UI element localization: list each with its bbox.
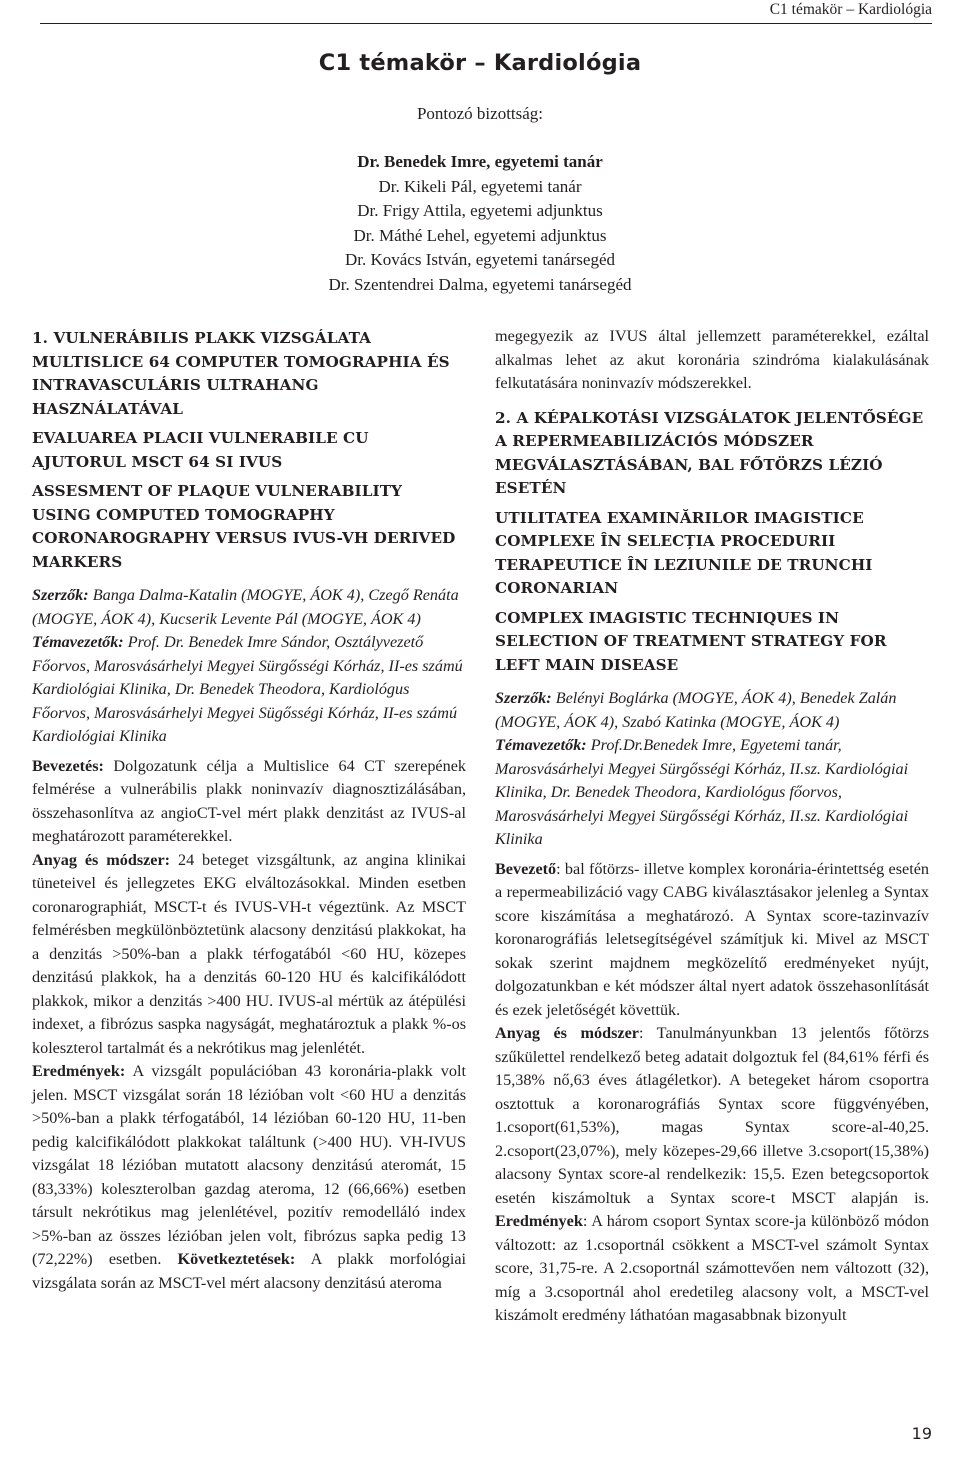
authors-text: Belényi Boglárka (MOGYE, ÁOK 4), Benedek Zalán (MOGYE, ÁOK 4), Szabó Katinka (MOGYE, ÁOK 4) xyxy=(495,689,897,731)
intro-text: : bal főtörzs- illetve komplex koronária-érintettség esetén a repermeabilizáció vagy CABG kiválasztásakor jelenleg a Syntax score kiszámítása a meghatározó. A Syntax score-tazinvazív koronarográfiás leletsegítségével számítjuk ki. Mivel az MSCT sokak szerint majdnem megközelítő eredményeket nyújt, dolgozatunkban e két módszer által nyert adatok összehasonlítását és ezek jeletőségét követtük. xyxy=(495,859,929,1019)
abstract2-intro xyxy=(495,858,929,1023)
conclusion-label: Következtetések: xyxy=(177,1250,296,1268)
abstract2-body xyxy=(495,858,929,1328)
authors-label: Szerzők: xyxy=(495,689,552,707)
abstract1-authors xyxy=(32,584,466,749)
abstract2-title-en: COMPLEX IMAGISTIC TECHNIQUES IN SELECTION OF TREATMENT STRATEGY FOR LEFT MAIN DISEASE xyxy=(495,608,887,674)
authors-text: Banga Dalma-Katalin (MOGYE, ÁOK 4), Czegő Renáta (MOGYE, ÁOK 4), Kucserik Levente Pál (MOGYE, ÁOK 4) xyxy=(32,586,459,628)
abstract1-methods xyxy=(32,849,466,1061)
methods-text: : Tanulmányunkban 13 jelentős főtörzs szűkülettel rendelkező beteg adatait dolgoztuk fel (84,61% férfi és 15,38% nő,63 éves átlagéletkor). A betegeket három csoportra osztottuk a koronarográfiás Syntax score függvényében, 1.csoport(61,53%), magas Syntax score-al-40,25. 2.csoport(23,07%), mely közepes-29,66 illetve 3.csoport(15,38%) alacsony Syntax score-al rendelkezik: 15,5. Ezen betegcsoportok esetén kiszámoltuk a Syntax score-t MSCT alapján is. xyxy=(495,1024,929,1207)
intro-label: Bevezetés: xyxy=(32,756,104,775)
supervisors-text: Prof. Dr. Benedek Imre Sándor, Osztályvezető Főorvos, Marosvásárhelyi Megyei Sürgősségi Kórház, II-es számú Kardiológiai Klinika, Dr. Benedek Theodora, Kardiológus Főorvos, Marosvásárhelyi Megyei Sügősségi Kórház, II-es számú Kardiológiai Klinika xyxy=(32,633,463,745)
authors-label: Szerzők: xyxy=(32,586,89,604)
abstract1-title-hu: 1. VULNERÁBILIS PLAKK VIZSGÁLATA MULTISLICE 64 COMPUTER TOMOGRAPHIA ÉS INTRAVASCULÁRIS ULTRAHANG HASZNÁLATÁVAL xyxy=(32,329,450,418)
page-number: 19 xyxy=(911,1424,932,1443)
abstract1-title-en: ASSESMENT OF PLAQUE VULNERABILITY USING COMPUTED TOMOGRAPHY CORONAROGRAPHY VERSUS IVUS-VH DERIVED MARKERS xyxy=(32,482,456,571)
intro-label: Bevezető xyxy=(495,859,557,878)
abstract1-body xyxy=(32,755,466,1296)
intro-text: Dolgozatunk célja a Multislice 64 CT szerepének felmérése a vulnerábilis plakk noninvazív diagnosztizálásában, összehasonlítva az angioCT-vel mért plakk denzitást az IVUS-al meghatározott paraméterekkel. xyxy=(32,756,466,845)
abstract1-intro xyxy=(32,755,466,849)
abstract2-title-hu: 2. A KÉPALKOTÁSI VIZSGÁLATOK JELENTŐSÉGE A REPERMEABILIZÁCIÓS MÓDSZER MEGVÁLASZTÁSÁBAN, BAL FŐTÖRZS LÉZIÓ ESETÉN xyxy=(495,408,924,497)
abstract2-methods xyxy=(495,1022,929,1328)
committee-member: Dr. Benedek Imre, egyetemi tanár xyxy=(357,152,603,171)
supervisors-label: Témavezetők: xyxy=(495,736,587,754)
committee-member: Dr. Frigy Attila, egyetemi adjunktus xyxy=(357,201,603,221)
committee-label: Pontozó bizottság: xyxy=(416,104,544,123)
abstract1-title-ro: EVALUAREA PLACII VULNERABILE CU AJUTORUL MSCT 64 SI IVUS xyxy=(32,429,369,471)
left-column xyxy=(32,327,466,1295)
conclusion-text: A plakk morfológiai vizsgálata során az MSCT-vel mért alacsony denzitású ateroma xyxy=(32,1250,467,1292)
committee-member: Dr. Máthé Lehel, egyetemi adjunktus xyxy=(353,225,607,245)
supervisors-text: Prof.Dr.Benedek Imre, Egyetemi tanár, Marosvásárhelyi Megyei Sürgősségi Kórház, II.sz. Kardiológiai Klinika, Dr. Benedek Theodora, Kardiológus főorvos, Marosvásárhelyi Megyei Sürgősségi Kórház, II.sz. Kardiológiai Klinika xyxy=(495,736,909,848)
committee-members xyxy=(0,150,960,298)
results-text: : A három csoport Syntax score-ja különböző módon változott: az 1.csoportnál csökkent a MSCT-vel számolt Syntax score, 31,75-re. A 2.csoportnál számottevően nem változott (32), míg a 3.csoportnál ahol eredetileg alacsony volt, a MSCT-vel kiszámolt eredmény láthatóan magasabbnak bizonyult xyxy=(495,1212,929,1324)
results-label: Eredmények: xyxy=(32,1062,126,1080)
methods-label: Anyag és módszer xyxy=(495,1024,639,1042)
results-label: Eredmények xyxy=(495,1212,583,1230)
running-head: C1 témakör – Kardiológia xyxy=(40,0,932,24)
abstract1-continued xyxy=(495,325,929,396)
methods-text: 24 beteget vizsgáltunk, az angina klinikai tüneteivel és jellegzetes EKG elváltozásokkal. Minden esetben coronarographiát, MSCT-t és IVUS-VH-t végeztünk. Az MSCT felmérésben megkülönböztetünk alacsony denzitású plakkokat, ha a denzitás >50%-ban a plakk térfogatából <60 HU, közepes denzitású plakkok, ha a denzitás 60-120 HU és kalcifikálódott plakkok, mikor a denzitás >400 HU. IVUS-al mértük az átépülési indexet, a fibrózus saspka nagyságát, meghatároztuk a plakk %-os koleszterol tartalmát és a nekrótikus mag jelenlétét. xyxy=(32,850,466,1057)
abstract2-title-ro: UTILITATEA EXAMINĂRILOR IMAGISTICE COMPLEXE ÎN SELECȚIA PROCEDURII TERAPEUTICE ÎN LEZIUNILE DE TRUNCHI CORONARIAN xyxy=(495,508,873,597)
methods-label: Anyag és módszer: xyxy=(32,850,171,869)
abstract2-authors xyxy=(495,687,929,852)
abstract1-conclusion-continued: megegyezik az IVUS által jellemzett paraméterekkel, ezáltal alkalmas lehet az akut koronária szindróma kialakulásának felkutatására noninvazív módszerekkel. xyxy=(495,327,929,392)
committee-member: Dr. Szentendrei Dalma, egyetemi tanársegéd xyxy=(328,274,632,294)
committee-member: Dr. Kovács István, egyetemi tanársegéd xyxy=(344,250,616,270)
supervisors-label: Témavezetők: xyxy=(32,633,124,651)
right-column xyxy=(495,325,929,1328)
results-text: A vizsgált populációban 43 koronária-plakk volt jelen. MSCT vizsgálat során 18 lézióban volt <60 HU a denzitás >50%-ban a plakk térfogatából, 14 lézióban 60-120 HU, 11-ben pedig kalcifikálódott plakkokat találtunk (>400 HU). VH-IVUS vizsgálat 18 lézióban mutatott alacsony denzitású ateromát, 15 (83,33%) koleszterolban gazdag ateroma, 12 (66,66%) esetben társult nekrótikus mag jelenlétével, pozitív remodelláló index >5%-ban az összes lézióban jelen volt, fibrózus sapka pedig 13 (72,22%) esetben. xyxy=(32,1062,466,1268)
committee-member: Dr. Kikeli Pál, egyetemi tanár xyxy=(378,176,582,196)
abstract1-results xyxy=(32,1060,466,1295)
page-title: C1 témakör – Kardiológia xyxy=(318,50,642,76)
